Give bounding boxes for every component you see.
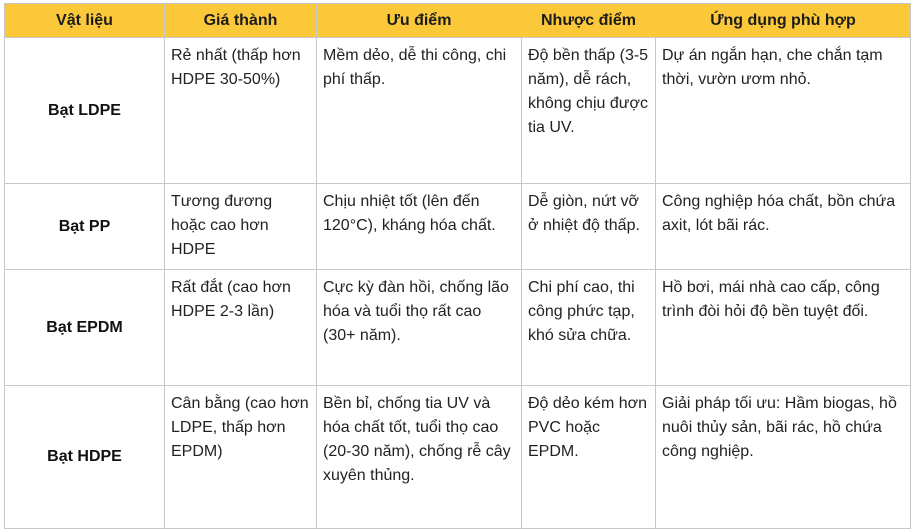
- cell-cons: Chi phí cao, thi công phức tạp, khó sửa chữa.: [522, 270, 656, 386]
- cell-material: Bạt PP: [5, 184, 165, 270]
- header-pros: Ưu điểm: [317, 4, 522, 38]
- table-row: [5, 386, 911, 529]
- header-price: Giá thành: [165, 4, 317, 38]
- cell-pros: Chịu nhiệt tốt (lên đến 120°C), kháng hóa chất.: [317, 184, 522, 270]
- cell-material: Bạt HDPE: [5, 386, 165, 529]
- cell-pros: Mềm dẻo, dễ thi công, chi phí thấp.: [317, 38, 522, 184]
- cell-cons: Độ dẻo kém hơn PVC hoặc EPDM.: [522, 386, 656, 529]
- cell-cons: Dễ giòn, nứt vỡ ở nhiệt độ thấp.: [522, 184, 656, 270]
- header-material: Vật liệu: [5, 4, 165, 38]
- table-row: [5, 270, 911, 386]
- table-body: [5, 38, 911, 529]
- table-row: [5, 184, 911, 270]
- cell-price: Tương đương hoặc cao hơn HDPE: [165, 184, 317, 270]
- cell-use: Giải pháp tối ưu: Hầm biogas, hồ nuôi thủy sản, bãi rác, hồ chứa công nghiệp.: [656, 386, 911, 529]
- header-row: [5, 4, 911, 38]
- header-cons: Nhược điểm: [522, 4, 656, 38]
- cell-price: Cân bằng (cao hơn LDPE, thấp hơn EPDM): [165, 386, 317, 529]
- cell-material: Bạt LDPE: [5, 38, 165, 184]
- cell-material: Bạt EPDM: [5, 270, 165, 386]
- cell-use: Công nghiệp hóa chất, bồn chứa axit, lót bãi rác.: [656, 184, 911, 270]
- cell-use: Hồ bơi, mái nhà cao cấp, công trình đòi hỏi độ bền tuyệt đối.: [656, 270, 911, 386]
- cell-price: Rẻ nhất (thấp hơn HDPE 30-50%): [165, 38, 317, 184]
- table-header: [5, 4, 911, 38]
- material-comparison-table: [4, 3, 911, 529]
- cell-use: Dự án ngắn hạn, che chắn tạm thời, vườn ươm nhỏ.: [656, 38, 911, 184]
- cell-pros: Bền bỉ, chống tia UV và hóa chất tốt, tuổi thọ cao (20-30 năm), chống rễ cây xuyên thủng.: [317, 386, 522, 529]
- table-row: [5, 38, 911, 184]
- header-use: Ứng dụng phù hợp: [656, 4, 911, 38]
- cell-price: Rất đắt (cao hơn HDPE 2-3 lần): [165, 270, 317, 386]
- cell-cons: Độ bền thấp (3-5 năm), dễ rách, không chịu được tia UV.: [522, 38, 656, 184]
- cell-pros: Cực kỳ đàn hồi, chống lão hóa và tuổi thọ rất cao (30+ năm).: [317, 270, 522, 386]
